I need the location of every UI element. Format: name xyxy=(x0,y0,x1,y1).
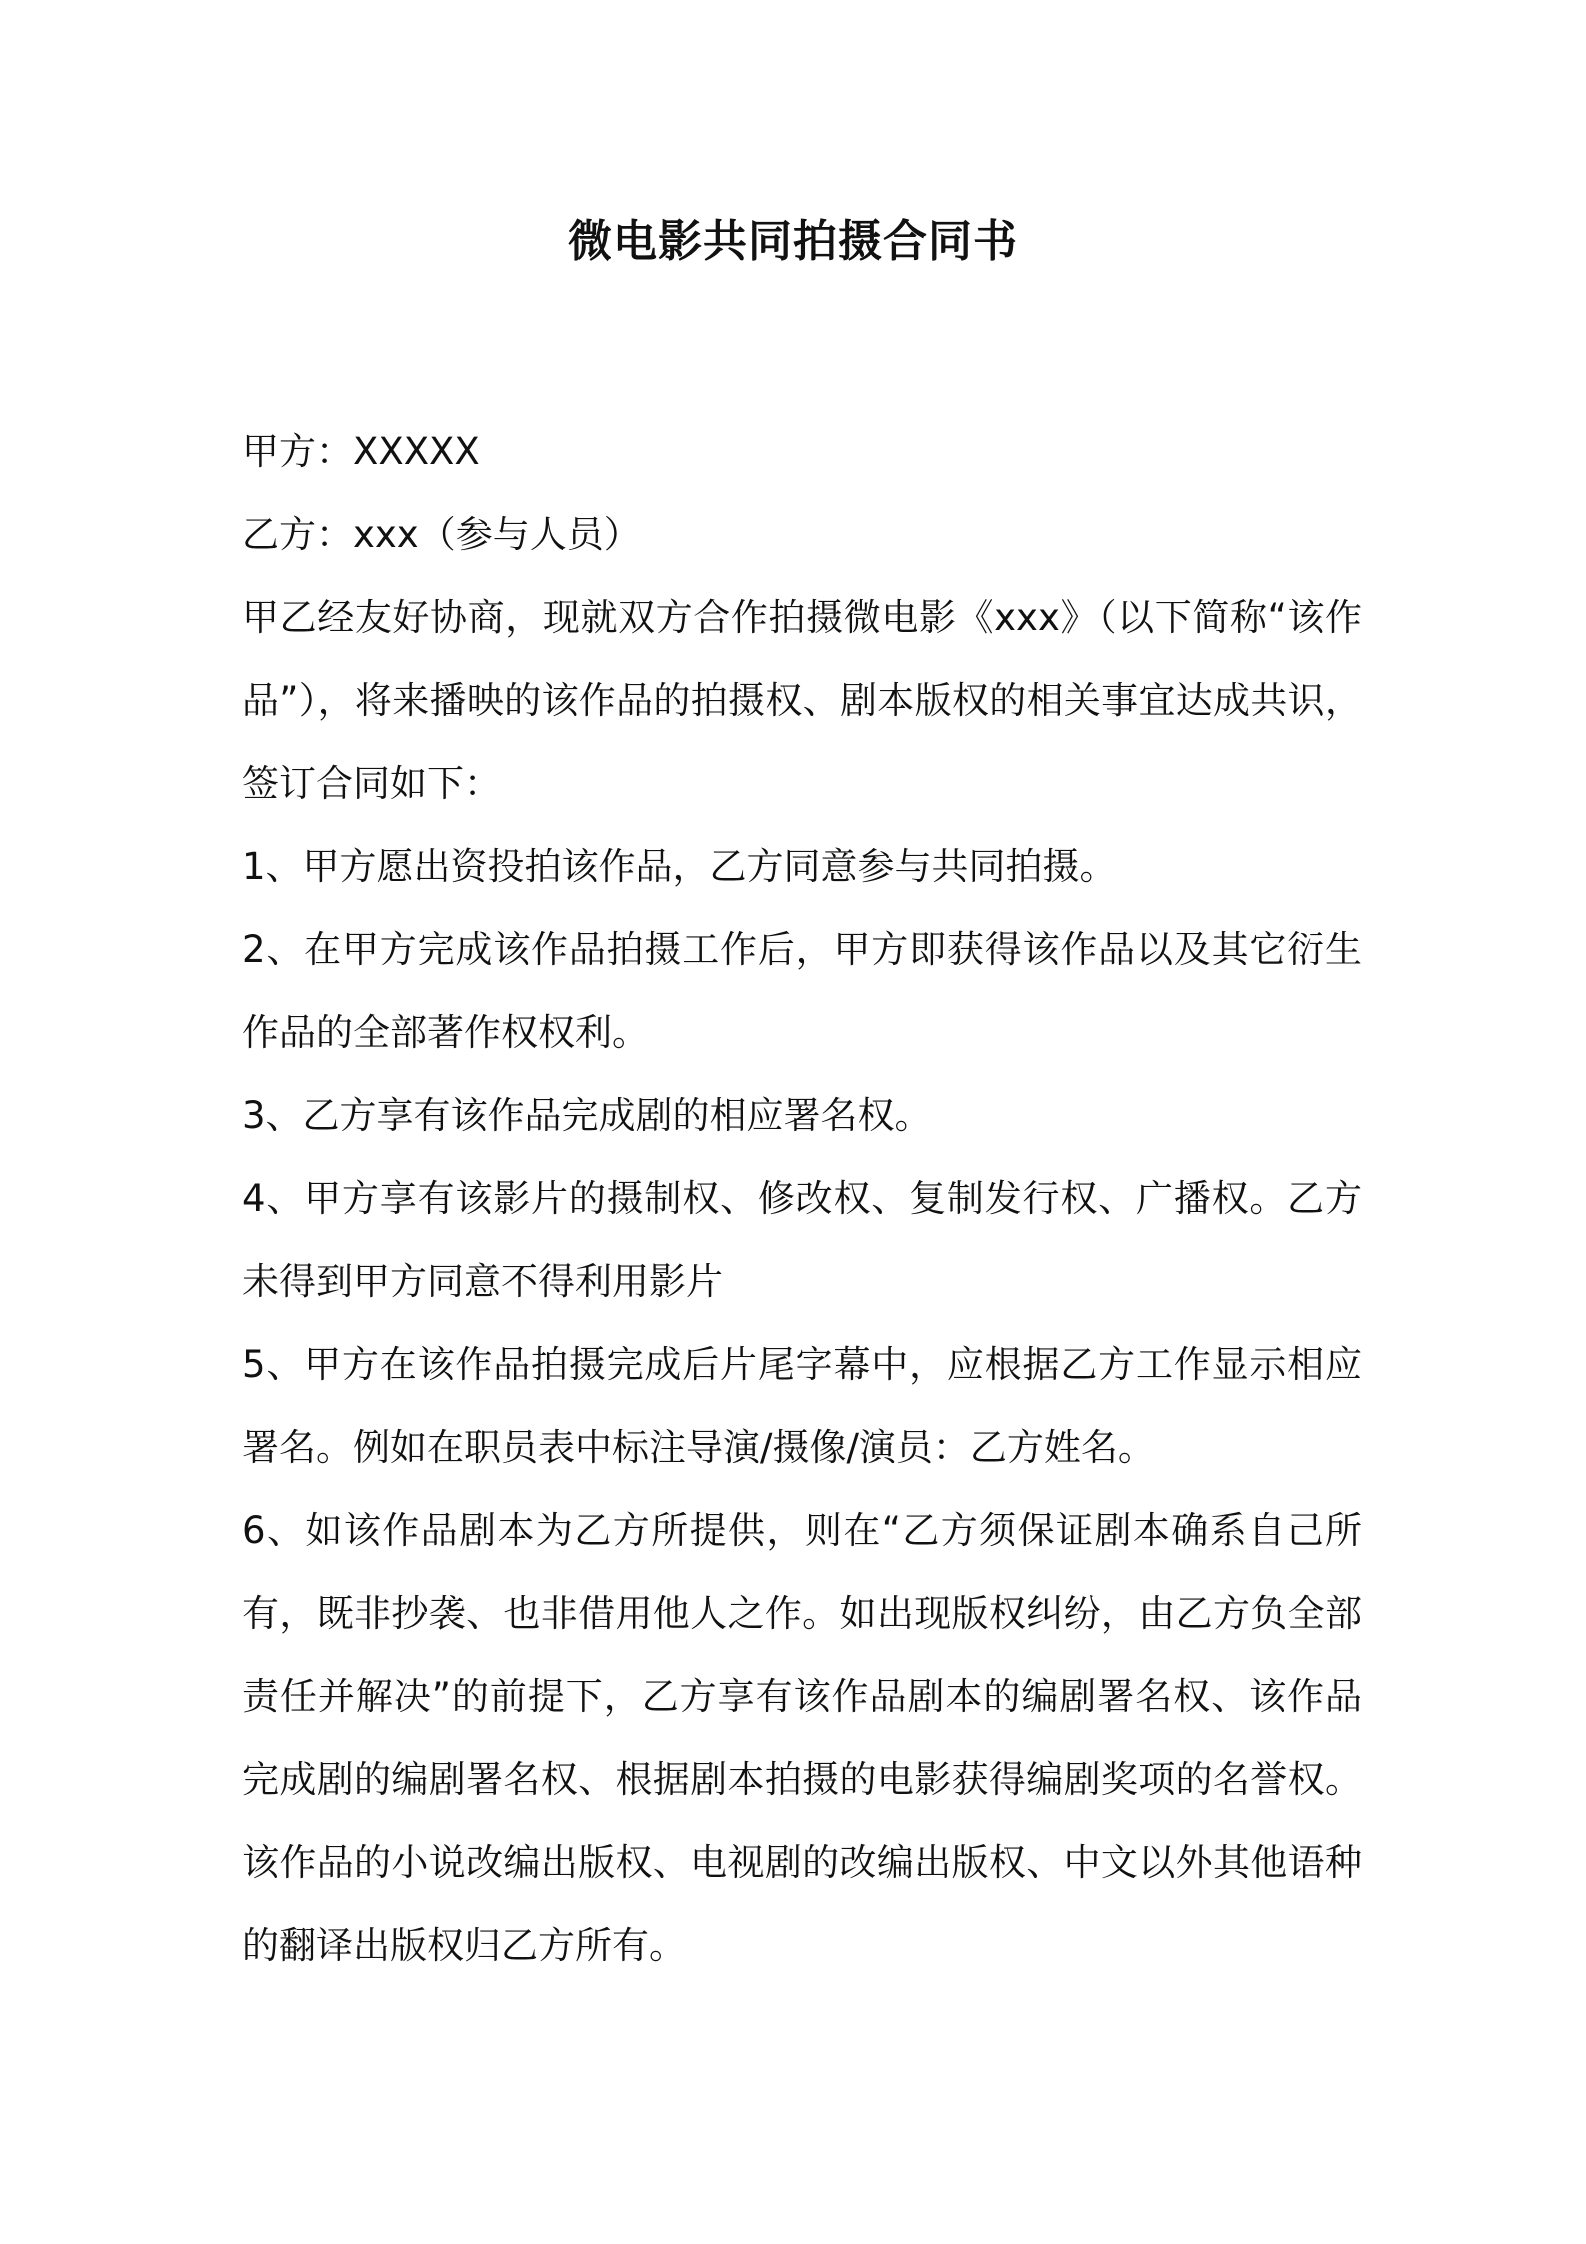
clause-2: 2、在甲方完成该作品拍摄工作后，甲方即获得该作品以及其它衍生作品的全部著作权权利。 xyxy=(242,928,1362,1054)
page-title: 微电影共同拍摄合同书 xyxy=(568,216,1018,267)
party-a-line: 甲方：XXXXX xyxy=(242,430,480,473)
preamble-paragraph: 甲乙经友好协商，现就双方合作拍摄微电影《xxx》（以下简称“该作品”），将来播映的该作品的拍摄权、剧本版权的相关事宜达成共识，签订合同如下： xyxy=(242,596,1362,805)
contract-body xyxy=(242,410,1362,1987)
clause-3: 3、乙方享有该作品完成剧的相应署名权。 xyxy=(242,1094,932,1137)
party-b-line: 乙方：xxx（参与人员） xyxy=(242,513,641,556)
clause-5: 5、甲方在该作品拍摄完成后片尾字幕中，应根据乙方工作显示相应署名。例如在职员表中标注导演/摄像/演员：乙方姓名。 xyxy=(242,1343,1362,1469)
clause-1: 1、甲方愿出资投拍该作品，乙方同意参与共同拍摄。 xyxy=(242,845,1117,888)
clause-4: 4、甲方享有该影片的摄制权、修改权、复制发行权、广播权。乙方未得到甲方同意不得利用影片 xyxy=(242,1177,1362,1303)
clause-6: 6、如该作品剧本为乙方所提供，则在“乙方须保证剧本确系自己所有，既非抄袭、也非借用他人之作。如出现版权纠纷，由乙方负全部责任并解决”的前提下，乙方享有该作品剧本的编剧署名权、该作品完成剧的编剧署名权、根据剧本拍摄的电影获得编剧奖项的名誉权。该作品的小说改编出版权、电视剧的改编出版权、中文以外其他语种的翻译出版权归乙方所有。 xyxy=(242,1509,1362,1967)
